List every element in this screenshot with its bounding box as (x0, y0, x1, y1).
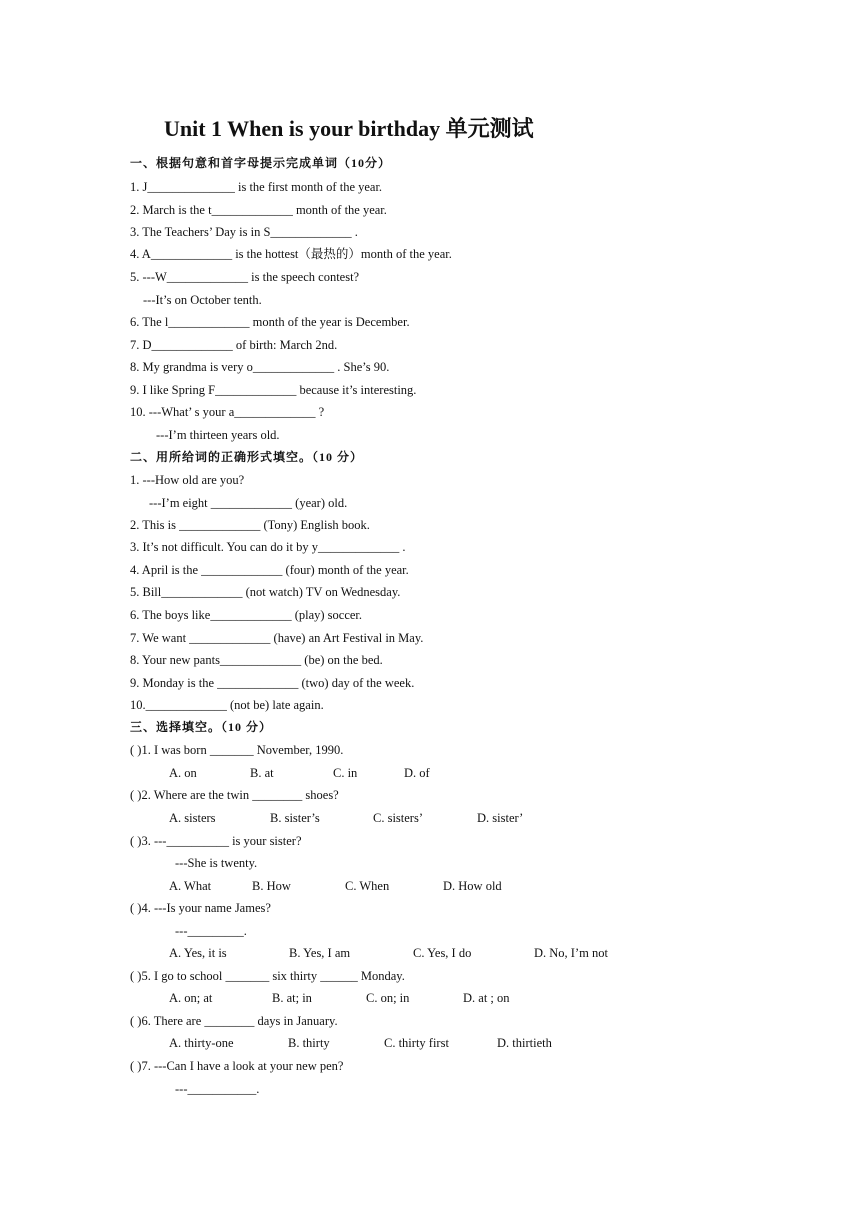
s1-line: 8. My grandma is very o_____________ . She’s 90. (130, 360, 390, 374)
mc-question-stem: ( )7. ---Can I have a look at your new pen? (130, 1059, 344, 1073)
mc-options-row (0, 1035, 860, 1051)
mc-option: C. thirty first (384, 1036, 449, 1050)
mc-option: B. How (252, 879, 291, 893)
section-1-heading: 一、根据句意和首字母提示完成单词（10分） (130, 156, 392, 170)
s1-line: 1. J______________ is the first month of the year. (130, 180, 383, 194)
mc-question-stem: ( )5. I go to school _______ six thirty ______ Monday. (130, 969, 405, 983)
mc-options-row (0, 810, 860, 826)
mc-option: B. thirty (288, 1036, 330, 1050)
mc-option: C. on; in (366, 991, 410, 1005)
mc-option: D. No, I’m not (534, 946, 608, 960)
s1-line: ---It’s on October tenth. (143, 293, 262, 307)
mc-option: B. at (250, 766, 274, 780)
s1-line: 9. I like Spring F_____________ because it’s interesting. (130, 383, 417, 397)
mc-option: D. thirtieth (497, 1036, 552, 1050)
s2-line: 3. It’s not difficult. You can do it by y_____________ . (130, 540, 406, 554)
mc-option: C. When (345, 879, 390, 893)
page-title: Unit 1 When is your birthday 单元测试 (164, 116, 534, 141)
s1-line: 7. D_____________ of birth: March 2nd. (130, 338, 338, 352)
s2-line: 5. Bill_____________ (not watch) TV on Wednesday. (130, 585, 401, 599)
mc-options-row (0, 945, 860, 961)
mc-question-stem: ( )2. Where are the twin ________ shoes? (130, 788, 339, 802)
mc-option: A. on (169, 766, 197, 780)
mc-option: B. Yes, I am (289, 946, 351, 960)
mc-option: D. How old (443, 879, 502, 893)
mc-question-stem: ( )6. There are ________ days in January. (130, 1014, 338, 1028)
s2-line: 4. April is the _____________ (four) month of the year. (130, 563, 409, 577)
mc-question-stem: ( )3. ---__________ is your sister? (130, 834, 302, 848)
mc-question-stem: ( )1. I was born _______ November, 1990. (130, 743, 344, 757)
s1-line: 2. March is the t_____________ month of the year. (130, 203, 387, 217)
mc-question-subline: ---She is twenty. (175, 856, 258, 870)
s1-line: 10. ---What’ s your a_____________ ? (130, 405, 325, 419)
s2-line: 7. We want _____________ (have) an Art Festival in May. (130, 631, 424, 645)
s1-line: ---I’m thirteen years old. (156, 428, 280, 442)
s2-line: 8. Your new pants_____________ (be) on the bed. (130, 653, 383, 667)
mc-option: C. sisters’ (373, 811, 423, 825)
s1-line: 6. The l_____________ month of the year is December. (130, 315, 410, 329)
mc-options-row (0, 765, 860, 781)
mc-options-row (0, 878, 860, 894)
mc-option: A. on; at (169, 991, 213, 1005)
s2-line: 6. The boys like_____________ (play) soccer. (130, 608, 363, 622)
mc-option: A. sisters (169, 811, 216, 825)
mc-question-subline: ---_________. (175, 924, 247, 938)
mc-option: D. at ; on (463, 991, 510, 1005)
mc-option: A. Yes, it is (169, 946, 227, 960)
mc-question-subline: ---___________. (175, 1082, 260, 1096)
section-3-heading: 三、选择填空。（10 分） (130, 720, 273, 734)
mc-option: C. Yes, I do (413, 946, 472, 960)
mc-option: D. of (404, 766, 430, 780)
s2-line: 2. This is _____________ (Tony) English book. (130, 518, 370, 532)
mc-option: B. sister’s (270, 811, 320, 825)
s1-line: 4. A_____________ is the hottest（最热的）month of the year. (130, 247, 452, 261)
mc-option: B. at; in (272, 991, 312, 1005)
s2-line: 1. ---How old are you? (130, 473, 245, 487)
mc-question-stem: ( )4. ---Is your name James? (130, 901, 271, 915)
mc-option: A. thirty-one (169, 1036, 234, 1050)
s1-line: 3. The Teachers’ Day is in S_____________ . (130, 225, 358, 239)
s2-line: ---I’m eight _____________ (year) old. (149, 496, 348, 510)
s1-line: 5. ---W_____________ is the speech contest? (130, 270, 360, 284)
section-2-heading: 二、用所给词的正确形式填空。（10 分） (130, 450, 364, 464)
mc-option: A. What (169, 879, 212, 893)
s2-line: 9. Monday is the _____________ (two) day of the week. (130, 676, 415, 690)
mc-options-row (0, 990, 860, 1006)
mc-option: C. in (333, 766, 358, 780)
s2-line: 10._____________ (not be) late again. (130, 698, 324, 712)
mc-option: D. sister’ (477, 811, 524, 825)
